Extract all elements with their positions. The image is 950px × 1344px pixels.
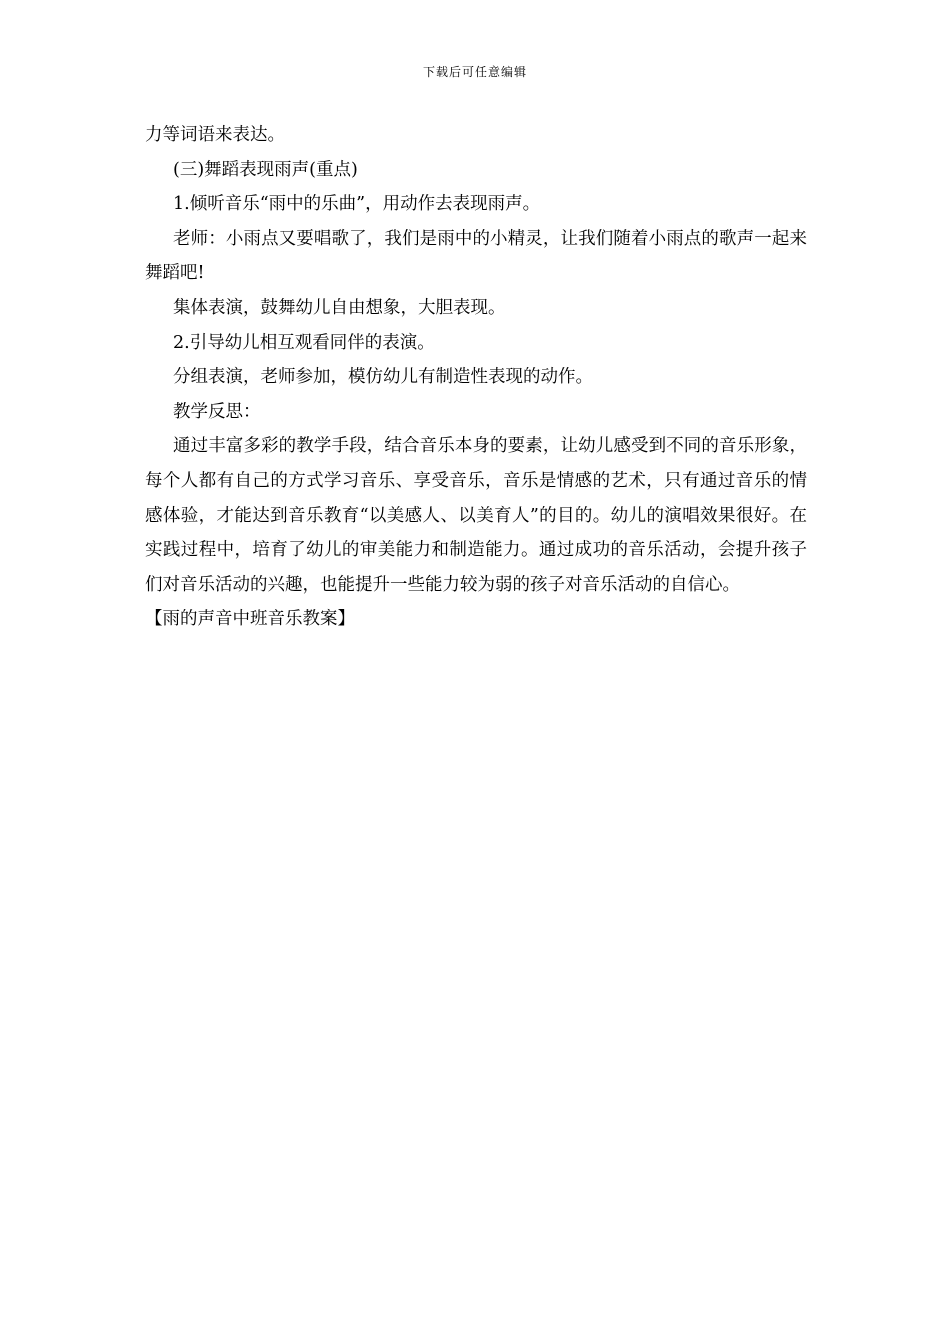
reflection-heading: 教学反思： [173,401,261,422]
page-header: 下载后可任意编辑 [422,65,527,79]
document-body [145,118,807,637]
paragraph: 1.倾听音乐“雨中的乐曲”，用动作去表现雨声。 [173,194,541,215]
paragraph: 分组表演，老师参加，模仿幼儿有制造性表现的动作。 [173,367,593,388]
paragraph: 老师：小雨点又要唱歌了，我们是雨中的小精灵，让我们随着小雨点的歌声一起来舞蹈吧! [145,228,807,284]
paragraph: 力等词语来表达。 [145,125,285,145]
document-title-tag: 【雨的声音中班音乐教案】 [145,609,355,630]
section-heading: (三)舞蹈表现雨声(重点) [173,159,358,180]
paragraph: 2.引导幼儿相互观看同伴的表演。 [173,332,435,353]
reflection-paragraph: 通过丰富多彩的教学手段，结合音乐本身的要素，让幼儿感受到不同的音乐形象，每个人都有自己的方式学习音乐、享受音乐，音乐是情感的艺术，只有通过音乐的情感体验，才能达到音乐教育“以美感人、以美育人”的目的。幼儿的演唱效果很好。在实践过程中，培育了幼儿的审美能力和制造能力。通过成功的音乐活动，会提升孩子们对音乐活动的兴趣，也能提升一些能力较为弱的孩子对音乐活动的自信心。 [145,436,807,595]
paragraph: 集体表演，鼓舞幼儿自由想象，大胆表现。 [173,297,506,318]
